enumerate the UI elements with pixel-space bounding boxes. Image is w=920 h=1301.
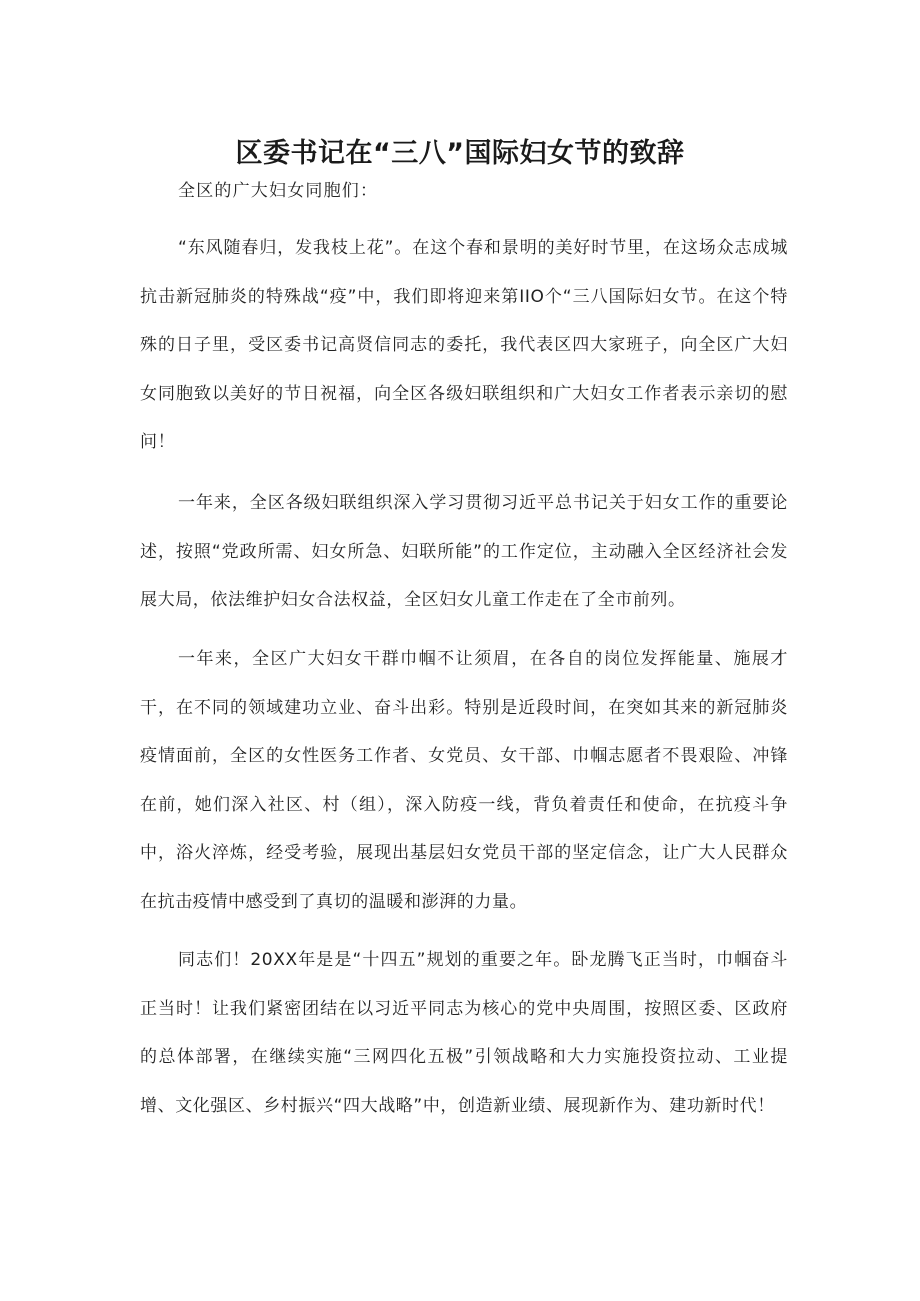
paragraph-womens-federation-work: 一年来，全区各级妇联组织深入学习贯彻习近平总书记关于妇女工作的重要论述，按照“党政所需、妇女所急、妇联所能”的工作定位，主动融入全区经济社会发展大局，依法维护妇女合法权益，全区妇女儿童工作走在了全市前列。	[140, 493, 788, 610]
paragraph-women-achievements: 一年来，全区广大妇女干群巾帼不让须眉，在各自的岗位发挥能量、施展才干，在不同的领域建功立业、奋斗出彩。特别是近段时间，在突如其来的新冠肺炎疫情面前，全区的女性医务工作者、女党员、女干部、巾帼志愿者不畏艰险、冲锋在前，她们深入社区、村（组），深入防疫一线，背负着责任和使命，在抗疫斗争中，浴火淬炼，经受考验，展现出基层妇女党员干部的坚定信念，让广大人民群众在抗击疫情中感受到了真切的温暖和澎湃的力量。	[140, 649, 788, 912]
paragraph-greeting: “东风随春归，发我枝上花”。在这个春和景明的美好时节里，在这场众志成城抗击新冠肺炎的特殊战“疫”中，我们即将迎来第IIO个“三八国际妇女节。在这个特殊的日子里，受区委书记高贤信同志的委托，我代表区四大家班子，向全区广大妇女同胞致以美好的节日祝福，向全区各级妇联组织和广大妇女工作者表示亲切的慰问！	[140, 238, 788, 452]
salutation: 全区的广大妇女同胞们：	[178, 181, 379, 201]
document-title: 区委书记在“三八”国际妇女节的致辞	[235, 138, 685, 170]
paragraph-call-to-action: 同志们！20XX年是是“十四五”规划的重要之年。卧龙腾飞正当时，巾帼奋斗正当时！让我们紧密团结在以习近平同志为核心的党中央周围，按照区委、区政府的总体部署，在继续实施“三网四化五极”引领战略和大力实施投资拉动、工业提增、文化强区、乡村振兴“四大战略”中，创造新业绩、展现新作为、建功新时代！	[140, 950, 788, 1116]
